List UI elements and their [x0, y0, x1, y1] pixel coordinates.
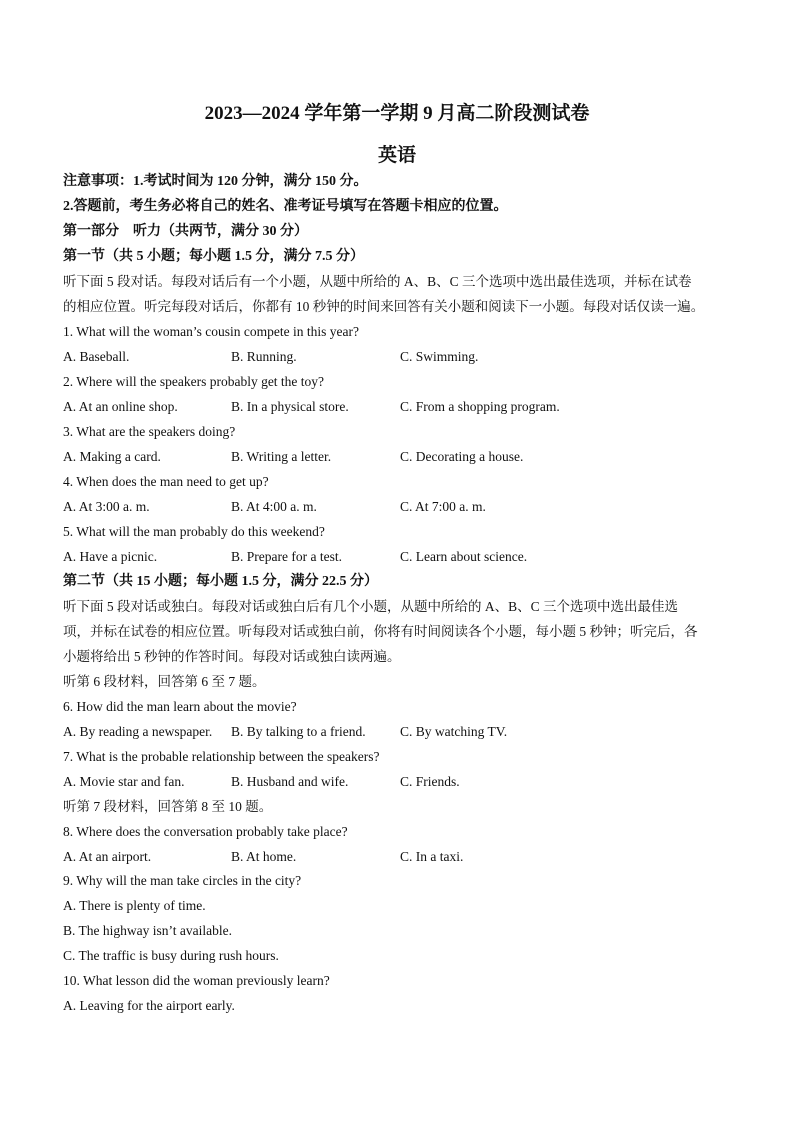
q9-option-b: B. The highway isn’t available. [63, 923, 232, 938]
q2-option-b: B. In a physical store. [231, 399, 349, 414]
q1-option-b: B. Running. [231, 349, 297, 364]
q9-option-a: A. There is plenty of time. [63, 898, 206, 913]
section1-heading: 第一节（共 5 小题；每小题 1.5 分，满分 7.5 分） [63, 249, 364, 264]
material-6-instruction: 听第 6 段材料，回答第 6 至 7 题。 [63, 674, 266, 689]
q5-option-a: A. Have a picnic. [63, 549, 158, 564]
q1-option-a: A. Baseball. [63, 349, 130, 364]
q6-option-a: A. By reading a newspaper. [63, 724, 213, 739]
q8-option-a: A. At an airport. [63, 849, 152, 864]
notes-line-2: 2.答题前，考生务必将自己的姓名、准考证号填写在答题卡相应的位置。 [63, 199, 508, 214]
question-8: 8. Where does the conversation probably take place? [63, 824, 348, 839]
q8-option-c: C. In a taxi. [400, 849, 464, 864]
q8-option-b: B. At home. [231, 849, 297, 864]
question-1: 1. What will the woman’s cousin compete in this year? [63, 324, 359, 339]
section2-instruction-1: 听下面 5 段对话或独白。每段对话或独白后有几个小题，从题中所给的 A、B、C 三个选项中选出最佳选 [63, 599, 679, 614]
question-4: 4. When does the man need to get up? [63, 474, 269, 489]
q2-option-c: C. From a shopping program. [400, 399, 560, 414]
question-6: 6. How did the man learn about the movie? [63, 699, 297, 714]
q7-option-c: C. Friends. [400, 774, 460, 789]
question-7: 7. What is the probable relationship between the speakers? [63, 749, 380, 764]
exam-title: 2023—2024 学年第一学期 9 月高二阶段测试卷 [204, 103, 590, 124]
question-5: 5. What will the man probably do this weekend? [63, 524, 325, 539]
q3-option-a: A. Making a card. [63, 449, 161, 464]
q3-option-c: C. Decorating a house. [400, 449, 524, 464]
part1-heading: 第一部分 听力（共两节，满分 30 分） [63, 224, 308, 239]
question-10: 10. What lesson did the woman previously learn? [63, 973, 330, 988]
q5-option-b: B. Prepare for a test. [231, 549, 342, 564]
q7-option-b: B. Husband and wife. [231, 774, 349, 789]
section2-instruction-3: 小题将给出 5 秒钟的作答时间。每段对话或独白读两遍。 [63, 649, 401, 664]
section1-instruction-2: 的相应位置。听完每段对话后，你都有 10 秒钟的时间来回答有关小题和阅读下一小题。每段对话仅读一遍。 [63, 299, 705, 314]
subject-title: 英语 [377, 145, 416, 166]
q5-option-c: C. Learn about science. [400, 549, 528, 564]
question-9: 9. Why will the man take circles in the city? [63, 873, 302, 888]
material-7-instruction: 听第 7 段材料，回答第 8 至 10 题。 [63, 799, 273, 814]
q6-option-c: C. By watching TV. [400, 724, 508, 739]
q4-option-b: B. At 4:00 a. m. [231, 499, 317, 514]
question-2: 2. Where will the speakers probably get the toy? [63, 374, 325, 389]
question-3: 3. What are the speakers doing? [63, 424, 236, 439]
section2-instruction-2: 项，并标在试卷的相应位置。听每段对话或独白前，你将有时间阅读各个小题，每小题 5 秒钟；听完后，各 [63, 624, 698, 639]
section2-heading: 第二节（共 15 小题；每小题 1.5 分，满分 22.5 分） [63, 574, 378, 589]
q7-option-a: A. Movie star and fan. [63, 774, 185, 789]
section1-instruction-1: 听下面 5 段对话。每段对话后有一个小题，从题中所给的 A、B、C 三个选项中选出最佳选项，并标在试卷 [63, 274, 692, 289]
q6-option-b: B. By talking to a friend. [231, 724, 366, 739]
q9-option-c: C. The traffic is busy during rush hours. [63, 948, 279, 963]
q2-option-a: A. At an online shop. [63, 399, 178, 414]
notes-line-1: 注意事项：1.考试时间为 120 分钟，满分 150 分。 [63, 174, 368, 189]
q1-option-c: C. Swimming. [400, 349, 479, 364]
q4-option-a: A. At 3:00 a. m. [63, 499, 150, 514]
q3-option-b: B. Writing a letter. [231, 449, 332, 464]
q10-option-a: A. Leaving for the airport early. [63, 998, 235, 1013]
q4-option-c: C. At 7:00 a. m. [400, 499, 486, 514]
